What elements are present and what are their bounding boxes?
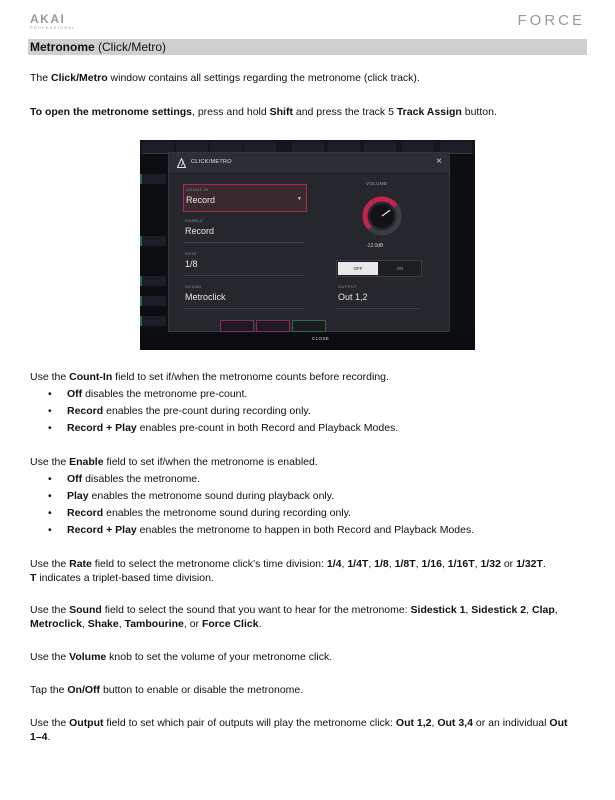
brand-name: AKAI (30, 12, 66, 26)
text: Use the (30, 456, 70, 468)
close-button[interactable]: CLOSE (312, 336, 330, 341)
rate-value: 1/16 (421, 558, 442, 570)
sound-paragraph (30, 603, 585, 631)
text: Use the (30, 558, 70, 570)
bold-term: Play (67, 490, 89, 502)
text: field to set if/when the metronome counts before recording. (112, 371, 389, 383)
text: . (542, 558, 546, 570)
side-slot (140, 296, 166, 306)
list-item (48, 421, 398, 438)
akai-logo (30, 12, 76, 30)
open-instructions (30, 105, 497, 119)
text: button. (461, 106, 497, 118)
text: The (30, 72, 52, 84)
pad (220, 320, 254, 332)
text: Use the (30, 717, 70, 729)
bold-term: T (30, 572, 37, 584)
off-button[interactable]: OFF (338, 262, 378, 275)
text: button to enable or disable the metronome. (100, 684, 304, 696)
bold-term: Record (67, 405, 104, 417)
text: or (500, 558, 517, 570)
close-icon[interactable]: × (436, 156, 442, 167)
pad (292, 320, 326, 332)
dialog-header (169, 153, 449, 174)
output-option: Out 3,4 (437, 717, 473, 729)
text: , (415, 558, 422, 570)
rate-value: 1/32T (516, 558, 543, 570)
bold-term: Off (67, 473, 83, 485)
bottom-bar (140, 334, 475, 350)
field-value: Record (186, 195, 216, 205)
output-option: Out (549, 717, 568, 729)
text: enables the metronome sound during recording only. (103, 507, 352, 519)
rate-value: 1/32 (480, 558, 501, 570)
rate-value: 1/8T (394, 558, 416, 570)
field-label: COUNT-IN (186, 187, 209, 192)
bold-term: Count-In (69, 371, 113, 383)
bold-term: Record + Play (67, 524, 137, 536)
text: , (431, 717, 438, 729)
section-title (30, 40, 166, 54)
sound-option: Sidestick 1 (410, 604, 466, 616)
text: window contains all settings regarding the metronome (click track). (107, 72, 420, 84)
text: Use the (30, 651, 70, 663)
list-item (48, 387, 398, 404)
on-button[interactable]: ON (396, 266, 404, 271)
text: or an individual (472, 717, 550, 729)
volume-knob[interactable] (359, 193, 405, 239)
bold-term: Track Assign (396, 106, 462, 118)
bold-term: On/Off (67, 684, 101, 696)
enable-list (48, 472, 474, 540)
text: , (554, 604, 558, 616)
onoff-paragraph (30, 683, 303, 697)
on-off-toggle[interactable] (336, 260, 422, 277)
text: , (341, 558, 348, 570)
text: disables the metronome. (82, 473, 201, 485)
rate-value: 1/4T (347, 558, 369, 570)
intro-paragraph (30, 71, 420, 85)
text: , (474, 558, 481, 570)
text: enables pre-count in both Record and Playback Modes. (136, 422, 399, 434)
enable-field[interactable] (183, 216, 305, 243)
text: , (526, 604, 532, 616)
text: , (441, 558, 448, 570)
volume-label: VOLUME (366, 181, 388, 186)
sound-option: Shake (87, 618, 119, 630)
field-value: Metroclick (185, 292, 226, 302)
sound-field[interactable] (183, 282, 305, 309)
list-item (48, 404, 398, 421)
click-metro-dialog (168, 152, 450, 332)
output-paragraph (30, 716, 585, 744)
field-value: 1/8 (185, 259, 198, 269)
volume-db-readout: -12.0dB (366, 243, 384, 249)
field-value: Record (185, 226, 215, 236)
field-value: Out 1,2 (338, 292, 368, 302)
force-logo: FORCE (517, 12, 585, 29)
field-label: RATE (185, 251, 197, 256)
list-item (48, 472, 474, 489)
text: . (258, 618, 262, 630)
text: , (118, 618, 125, 630)
bold-term: Record + Play (67, 422, 137, 434)
text: enables the pre-count during recording only. (103, 405, 311, 417)
bold-term: Rate (69, 558, 92, 570)
bold-term: Click/Metro (51, 72, 108, 84)
text: and press the track 5 (292, 106, 397, 118)
output-field[interactable] (336, 282, 420, 309)
list-item (48, 506, 474, 523)
text: , or (183, 618, 202, 630)
text: , (81, 618, 88, 630)
metronome-icon (177, 158, 186, 168)
list-item (48, 523, 474, 540)
text: , (368, 558, 375, 570)
bold-term: Enable (69, 456, 104, 468)
rate-value: 1/16T (447, 558, 475, 570)
title-paren: (Click/Metro) (98, 40, 167, 54)
bold-term: Record (67, 507, 104, 519)
side-slot (140, 276, 166, 286)
side-slot (140, 174, 166, 184)
rate-paragraph (30, 557, 585, 585)
rate-value: 1/4 (326, 558, 342, 570)
sound-option: Tambourine (124, 618, 184, 630)
dropdown-arrow-icon: ▼ (297, 196, 302, 202)
text: enables the metronome to happen in both Record and Playback Modes. (136, 524, 475, 536)
bold-term: Off (67, 388, 83, 400)
sound-option: Sidestick 2 (471, 604, 527, 616)
rate-field[interactable] (183, 249, 305, 276)
bold-term: Volume (69, 651, 107, 663)
bold-term: To open the metronome settings (30, 106, 192, 118)
sound-option: Force Click (201, 618, 259, 630)
count-in-list (48, 387, 398, 438)
text: Use the (30, 371, 70, 383)
sound-option: Clap (531, 604, 555, 616)
brand-subtitle: PROFESSIONAL (30, 25, 76, 30)
text: , (388, 558, 395, 570)
text: field to select the sound that you want to hear for the metronome: (101, 604, 411, 616)
field-label: ENABLE (185, 218, 204, 223)
title-main: Metronome (30, 40, 95, 54)
text: , press and hold (191, 106, 270, 118)
click-metro-screenshot (140, 140, 475, 350)
text: field to select the metronome click’s time division: (91, 558, 327, 570)
text: . (47, 731, 51, 743)
field-label: SOUND (185, 284, 202, 289)
bold-term: Output (69, 717, 104, 729)
output-option: 1–4 (30, 731, 48, 743)
text: field to set if/when the metronome is enabled. (103, 456, 318, 468)
field-label: OUTPUT (338, 284, 357, 289)
section-header-bar (28, 39, 587, 55)
sound-option: Metroclick (30, 618, 82, 630)
list-item (48, 489, 474, 506)
text: indicates a triplet-based time division. (36, 572, 214, 584)
text: Use the (30, 604, 70, 616)
count-in-intro (30, 370, 389, 384)
text: field to set which pair of outputs will play the metronome click: (103, 717, 396, 729)
count-in-field[interactable] (183, 184, 307, 212)
pad (256, 320, 290, 332)
volume-paragraph (30, 650, 332, 664)
bold-term: Sound (69, 604, 102, 616)
text: enables the metronome sound during playback only. (88, 490, 335, 502)
text: Tap the (30, 684, 68, 696)
text: knob to set the volume of your metronome click. (106, 651, 333, 663)
text: , (465, 604, 472, 616)
side-slot (140, 316, 166, 326)
enable-intro (30, 455, 318, 469)
bold-term: Shift (269, 106, 293, 118)
rate-value: 1/8 (374, 558, 389, 570)
dialog-title: CLICK/METRO (191, 159, 232, 165)
text: disables the metronome pre-count. (82, 388, 248, 400)
side-slot (140, 236, 166, 246)
output-option: Out 1,2 (395, 717, 432, 729)
